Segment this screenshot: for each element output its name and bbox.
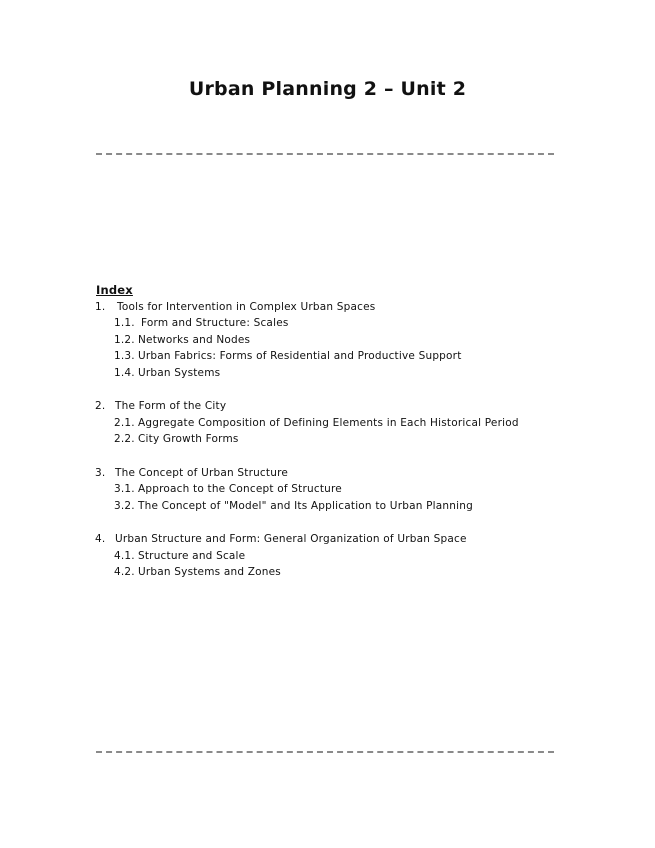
document-title: Urban Planning 2 – Unit 2 xyxy=(188,78,467,100)
item-label: Urban Systems xyxy=(138,366,221,379)
item-label: Structure and Scale xyxy=(138,549,246,562)
top-dashed-divider xyxy=(96,153,554,155)
section-number: 2. xyxy=(95,400,106,413)
index-item-1-3 xyxy=(96,348,566,365)
index-block xyxy=(96,282,566,581)
index-section-2-title xyxy=(95,398,566,415)
index-item-3-1 xyxy=(96,481,566,498)
index-section-1 xyxy=(96,299,566,382)
item-label: City Growth Forms xyxy=(138,433,239,446)
index-item-3-2 xyxy=(96,498,566,515)
index-section-3-title xyxy=(95,465,566,482)
item-label: The Concept of "Model" and Its Application to Urban Planning xyxy=(138,499,473,512)
section-number: 1. xyxy=(95,300,106,313)
index-item-2-2 xyxy=(96,431,566,448)
item-number: 3.2. xyxy=(114,499,135,512)
item-number: 4.1. xyxy=(114,549,135,562)
item-number: 1.2. xyxy=(114,333,135,346)
section-number: 3. xyxy=(95,466,106,479)
section-label: Urban Structure and Form: General Organization of Urban Space xyxy=(115,532,467,545)
section-label: The Form of the City xyxy=(115,400,227,413)
index-section-4-title xyxy=(95,531,566,548)
item-label: Form and Structure: Scales xyxy=(141,317,289,330)
index-item-1-1 xyxy=(96,315,566,332)
section-number: 4. xyxy=(95,532,106,545)
index-heading: Index xyxy=(96,283,133,297)
item-label: Aggregate Composition of Defining Elements in Each Historical Period xyxy=(138,416,519,429)
index-section-1-title xyxy=(95,299,566,316)
section-label: Tools for Intervention in Complex Urban Spaces xyxy=(117,300,376,313)
item-number: 1.3. xyxy=(114,350,135,363)
bottom-dashed-divider xyxy=(96,751,554,753)
index-item-4-1 xyxy=(96,548,566,565)
item-number: 3.1. xyxy=(114,483,135,496)
item-label: Urban Fabrics: Forms of Residential and Productive Support xyxy=(138,350,462,363)
index-item-1-4 xyxy=(96,365,566,382)
item-number: 2.2. xyxy=(114,433,135,446)
item-label: Urban Systems and Zones xyxy=(138,566,281,579)
item-label: Approach to the Concept of Structure xyxy=(138,483,342,496)
item-label: Networks and Nodes xyxy=(138,333,251,346)
item-number: 2.1. xyxy=(114,416,135,429)
index-section-4 xyxy=(96,531,566,581)
index-item-1-2 xyxy=(96,332,566,349)
index-item-4-2 xyxy=(96,564,566,581)
index-item-2-1 xyxy=(96,415,566,432)
item-number: 1.1. xyxy=(114,317,135,330)
index-section-3 xyxy=(96,465,566,515)
item-number: 4.2. xyxy=(114,566,135,579)
item-number: 1.4. xyxy=(114,366,135,379)
index-section-2 xyxy=(96,398,566,448)
section-label: The Concept of Urban Structure xyxy=(115,466,289,479)
